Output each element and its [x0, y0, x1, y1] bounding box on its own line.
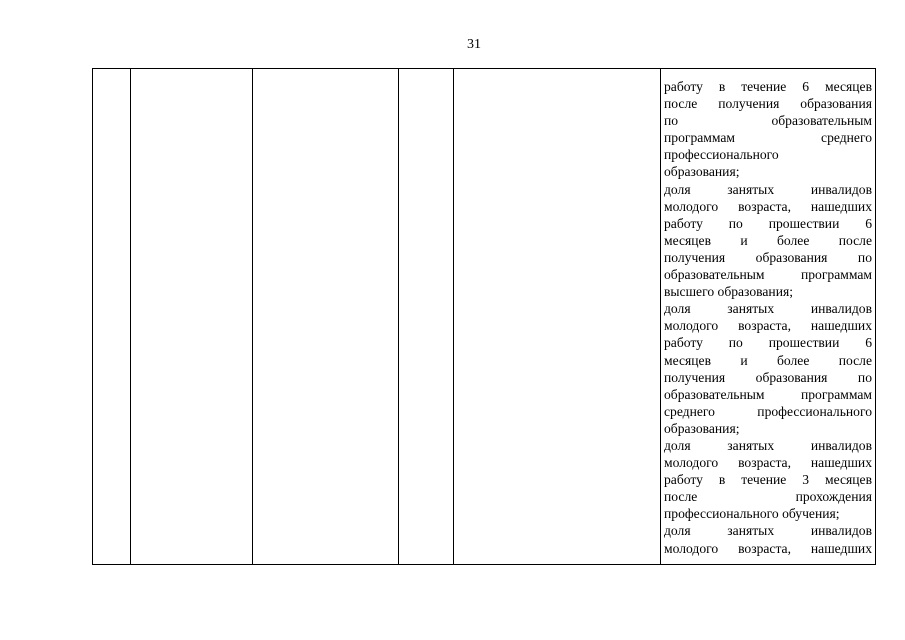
text-line: доля занятых инвалидов — [664, 301, 872, 317]
text-line: месяцев и более после — [664, 232, 872, 248]
page-number: 31 — [467, 37, 481, 52]
text-line: молодого возраста, нашедших — [664, 455, 872, 471]
text-line: работу по прошествии 6 — [664, 335, 872, 351]
indicator-text — [661, 69, 875, 564]
text-line: получения образования по — [664, 369, 872, 385]
text-line: профессионального обучения; — [664, 506, 840, 522]
text-line: после получения образования — [664, 96, 872, 112]
text-line: образовательным программам — [664, 267, 872, 283]
text-line: молодого возраста, нашедших — [664, 540, 872, 556]
text-line: получения образования по — [664, 249, 872, 265]
table-row — [93, 69, 876, 565]
text-line: программам среднего — [664, 130, 872, 146]
text-line: среднего профессионального — [664, 403, 872, 419]
document-table — [92, 68, 876, 565]
text-line: по образовательным — [664, 113, 872, 129]
text-line: работу в течение 6 месяцев — [664, 79, 872, 94]
text-line: после прохождения — [664, 489, 872, 505]
text-line: работу по прошествии 6 — [664, 215, 872, 231]
text-line: образования; — [664, 420, 740, 436]
text-line: работу в течение 3 месяцев — [664, 472, 872, 488]
text-line: образовательным программам — [664, 386, 872, 402]
table-cell-col-5 — [454, 69, 661, 565]
text-line: молодого возраста, нашедших — [664, 198, 872, 214]
table-cell-col-2 — [131, 69, 253, 565]
table-cell-col-6 — [661, 69, 876, 565]
text-line: высшего образования; — [664, 284, 794, 300]
table-cell-col-3 — [253, 69, 399, 565]
text-line: молодого возраста, нашедших — [664, 318, 872, 334]
table-cell-col-4 — [399, 69, 454, 565]
text-line: доля занятых инвалидов — [664, 437, 872, 453]
text-line: доля занятых инвалидов — [664, 181, 872, 197]
table-cell-col-1 — [93, 69, 131, 565]
text-line: профессионального — [664, 147, 779, 163]
text-line: месяцев и более после — [664, 352, 872, 368]
text-line: образования; — [664, 164, 740, 180]
text-line: доля занятых инвалидов — [664, 523, 872, 539]
